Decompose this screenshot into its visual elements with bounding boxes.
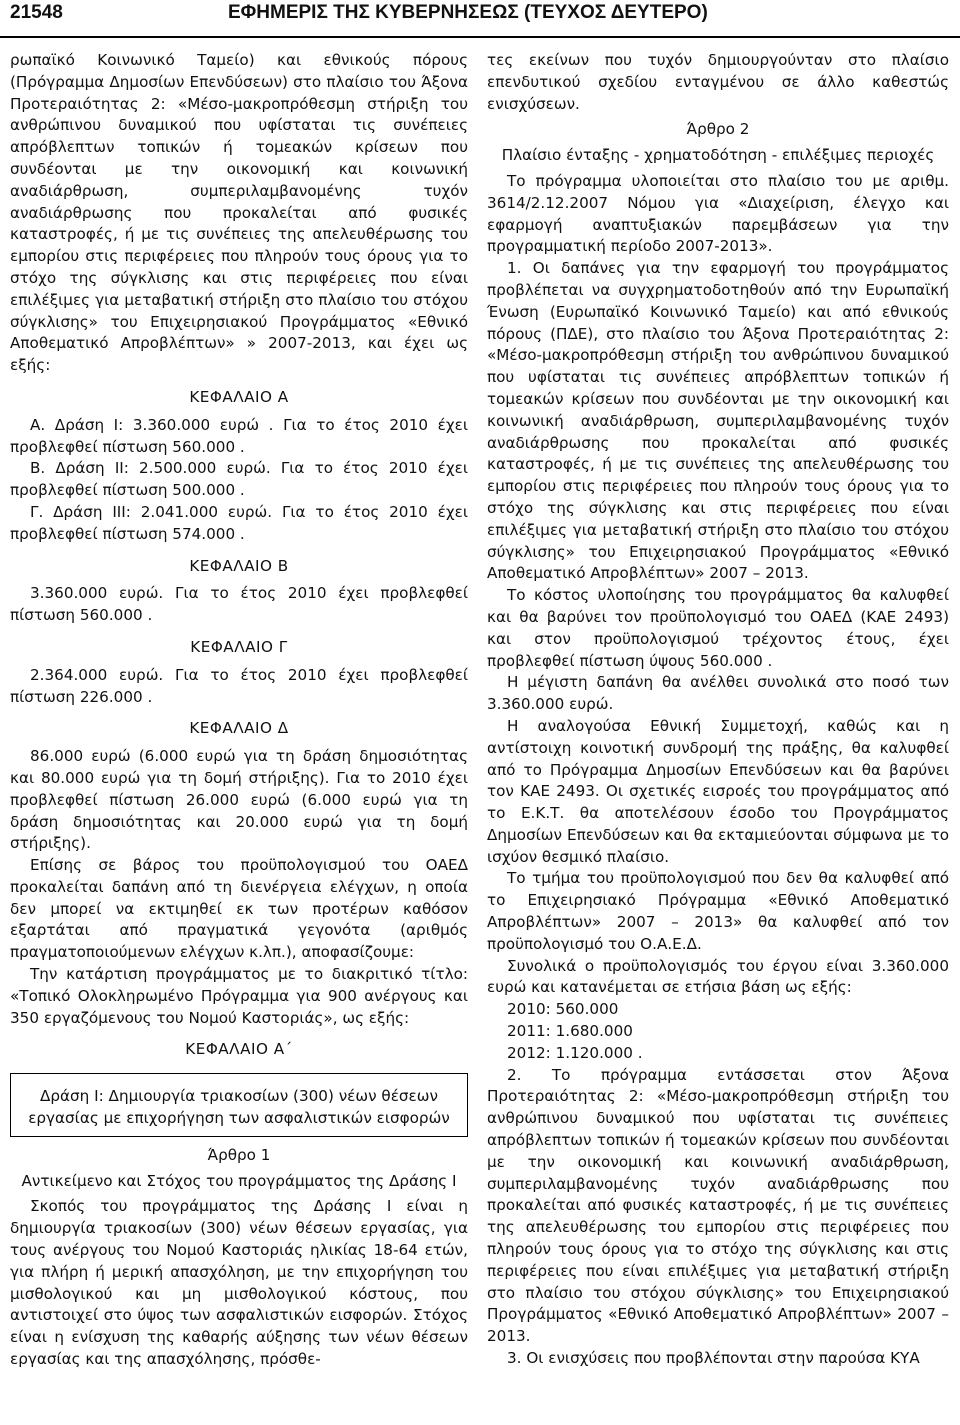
chapter-heading: ΚΕΦΑΛΑΙΟ Γ xyxy=(190,637,288,656)
paragraph: Την κατάρτιση προγράμματος με το διακριτικό τίτλο: «Τοπικό Ολοκληρωμένο Πρόγραμμα για 900 ανέργους και 350 εργαζόμενους του Νομού Καστοριάς», ως εξής: xyxy=(10,965,468,1027)
paragraph: 3. Οι ενισχύσεις που προβλέπονται στην παρούσα ΚΥΑ xyxy=(507,1349,920,1368)
paragraph: 2.364.000 ευρώ. Για το έτος 2010 έχει προβλεφθεί πίστωση 226.000 . xyxy=(10,665,468,706)
action-title: Δράση Ι: Δημιουργία τριακοσίων (300) νέων θέσεων εργασίας με επιχορήγηση των ασφαλιστικών εισφορών xyxy=(28,1087,450,1128)
paragraph: Α. Δράση Ι: 3.360.000 ευρώ . Για το έτος 2010 έχει προβλεφθεί πίστωση 560.000 . xyxy=(10,415,468,456)
paragraph: 1. Οι δαπάνες για την εφαρμογή του προγράμματος προβλέπεται να συγχρηματοδοτηθούν από την Ευρωπαϊκή Ένωση (Ευρωπαϊκό Κοινωνικό Ταμείο) και από εθνικούς πόρους (ΠΔΕ), στο πλαίσιο του Άξονα Προτεραιότητας 2: «Μέσο-μακροπρόθεσμη στήριξη του ανθρώπινου δυναμικού που υφίσταται τις συνέπειες απρόβλεπτων τοπικών ή τομεακών κρίσεων που συνδέονται με την οικονομική και κοινωνική αναδιάρθρωση, συμπεριλαμβανομένης τυχόν αναδιάρθρωσης που προκαλείται από φυσικές καταστροφές, ή με τις συνέπειες της απελευθέρωσης του εμπορίου στις περιφέρειες που πληρούν τους όρους για το στόχο της σύγκλισης και στις περιφέρειες που είναι επιλέξιμες για μεταβατική στήριξη στο πλαίσιο του στόχου σύγκλισης» του Επιχειρησιακού Προγράμματος «Εθνικό Αποθεματικό Απροβλέπτων» 2007 – 2013. xyxy=(487,259,949,583)
paragraph: Σκοπός του προγράμματος της Δράσης Ι είναι η δημιουργία τριακοσίων (300) νέων θέσεων εργασίας, για τους ανέργους του Νομού Καστοριάς ηλικίας 18-64 ετών, για πλήρη ή μερική απασχόληση, με την επιχορήγηση του μισθολογικού και μη μισθολογικού κόστους, που αντιστοιχεί στο ύψος των ασφαλιστικών εισφορών. Στόχος είναι η ενίσχυση της καθαρής αύξησης των νέων θέσεων εργασίας και της απασχόλησης, πρόσθε- xyxy=(10,1197,468,1369)
chapter-heading: ΚΕΦΑΛΑΙΟ Β xyxy=(189,556,289,575)
paragraph: ρωπαϊκό Κοινωνικό Ταμείο) και εθνικούς πόρους (Πρόγραμμα Δημοσίων Επενδύσεων) στο πλαίσιο του Άξονα Προτεραιότητας 2: «Μέσο-μακροπρόθεσμη στήριξη του ανθρώπινου δυναμικού που υφίσταται τις συνέπειες απρόβλεπτων τοπικών ή τομεακών κρίσεων που συνδέονται με την οικονομική και κοινωνική αναδιάρθρωση, συμπεριλαμβανομένης τυχόν αναδιάρθρωσης που προκαλείται από φυσικές καταστροφές, ή με τις συνέπειες της απελευθέρωσης του εμπορίου στις περιφέρειες που πληρούν τους όρους για το στόχο της σύγκλισης και στις περιφέρειες που είναι επιλέξιμες για μεταβατική στήριξη στο πλαίσιο του στόχου σύγκλισης» του Επιχειρησιακού Προγράμματος «Εθνικό Αποθεματικό Απροβλέπτων» » 2007-2013, και έχει ως εξής: xyxy=(10,51,468,375)
paragraph: Επίσης σε βάρος του προϋπολογισμού του ΟΑΕΔ προκαλείται δαπάνη από τη διενέργεια ελέγχων, η οποία δεν μπορεί να εκτιμηθεί εκ των προτέρων καθόσον εξαρτάται από πραγματικά γεγονότα (αριθμός πραγματοποιούμενων ελέγχων κ.λπ.), αποφασίζουμε: xyxy=(10,856,468,962)
paragraph: 2. Το πρόγραμμα εντάσσεται στον Άξονα Προτεραιότητας 2: «Μέσο-μακροπρόθεσμη στήριξη του ανθρώπινου δυναμικού που υφίσταται τις συνέπειες απρόβλεπτων τοπικών ή τομεακών κρίσεων που συνδέονται με την οικονομική και κοινωνική αναδιάρθρωση, συμπεριλαμβανομένης τυχόν αναδιάρθρωσης που προκαλείται από φυσικές καταστροφές, ή με τις συνέπειες της απελευθέρωσης του εμπορίου στις περιφέρειες που πληρούν τους όρους για το στόχο της σύγκλισης και στις περιφέρειες που είναι επιλέξιμες για μεταβατική στήριξη στο πλαίσιο του στόχου σύγκλισης» του Επιχειρησιακού Προγράμματος «Εθνικό Αποθεματικό Απροβλέπτων» 2007 – 2013. xyxy=(487,1065,949,1346)
paragraph: Το τμήμα του προϋπολογισμού που δεν θα καλυφθεί από το Επιχειρησιακό Πρόγραμμα «Εθνικό Αποθεματικό Απροβλέπτων» 2007 – 2013» θα καλυφθεί από τον προϋπολογισμό του Ο.Α.Ε.Δ. xyxy=(487,869,949,953)
chapter-heading: ΚΕΦΑΛΑΙΟ Α΄ xyxy=(185,1040,293,1059)
paragraph: 86.000 ευρώ (6.000 ευρώ για τη δράση δημοσιότητας και 80.000 ευρώ για τη δομή στήριξης). Για το 2010 έχει προβλεφθεί πίστωση 26.000 ευρώ (6.000 ευρώ για τη δράση δημοσιότητας και 20.000 ευρώ για τη δομή στήριξης). xyxy=(10,747,468,853)
left-column xyxy=(10,50,468,1371)
article-heading: Άρθρο 1 xyxy=(207,1145,271,1164)
chapter-heading: ΚΕΦΑΛΑΙΟ Δ xyxy=(189,719,289,738)
paragraph: Γ. Δράση ΙΙΙ: 2.041.000 ευρώ. Για το έτος 2010 έχει προβλεφθεί πίστωση 574.000 . xyxy=(10,502,468,543)
article-heading: Άρθρο 2 xyxy=(686,120,750,139)
paragraph: Η αναλογούσα Εθνική Συμμετοχή, καθώς και η αντίστοιχη κοινοτική συνδρομή της πράξης, θα καλυφθεί από το Πρόγραμμα Δημοσίων Επενδύσεων και θα βαρύνει τον ΚΑΕ 2493. Οι σχετικές εισροές του προγράμματος από το Ε.Κ.Τ. θα αποτελέσουν έσοδο του Προγράμματος Δημοσίων Επενδύσεων και θα εκταμιεύονται σύμφωνα με το ισχύον θεσμικό πλαίσιο. xyxy=(487,716,949,866)
budget-year-line: 2010: 560.000 xyxy=(507,1000,619,1019)
paragraph: τες εκείνων που τυχόν δημιουργούνταν στο πλαίσιο επενδυτικού σχεδίου ενταγμένου σε άλλο καθεστώς ενισχύσεων. xyxy=(487,51,949,113)
journal-title: ΕΦΗΜΕΡΙΣ ΤΗΣ ΚΥΒΕΡΝΗΣΕΩΣ (ΤΕΥΧΟΣ ΔΕΥΤΕΡΟ) xyxy=(228,2,708,23)
budget-year-line: 2012: 1.120.000 . xyxy=(507,1043,643,1062)
page-header xyxy=(0,0,960,38)
paragraph: 3.360.000 ευρώ. Για το έτος 2010 έχει προβλεφθεί πίστωση 560.000 . xyxy=(10,584,468,625)
paragraph: Συνολικά ο προϋπολογισμός του έργου είναι 3.360.000 ευρώ και κατανέμεται σε ετήσια βάση ως εξής: xyxy=(487,956,949,997)
action-title-box xyxy=(10,1073,468,1137)
right-column xyxy=(487,50,949,1370)
article-title: Πλαίσιο ένταξης - χρηματοδότηση - επιλέξιμες περιοχές xyxy=(501,146,935,165)
paragraph: Η μέγιστη δαπάνη θα ανέλθει συνολικά στο ποσό των 3.360.000 ευρώ. xyxy=(487,673,949,714)
chapter-heading: ΚΕΦΑΛΑΙΟ Α xyxy=(189,387,289,406)
paragraph: Β. Δράση ΙΙ: 2.500.000 ευρώ. Για το έτος 2010 έχει προβλεφθεί πίστωση 500.000 . xyxy=(10,459,468,500)
page-number: 21548 xyxy=(10,2,63,23)
paragraph: Το πρόγραμμα υλοποιείται στο πλαίσιο του με αριθμ. 3614/2.12.2007 Νόμου για «Διαχείριση, έλεγχο και εφαρμογή αναπτυξιακών παρεμβάσεων για την προγραμματική περίοδο 2007-2013». xyxy=(487,171,949,256)
paragraph: Το κόστος υλοποίησης του προγράμματος θα καλυφθεί και θα βαρύνει τον προϋπολογισμό του ΟΑΕΔ (ΚΑΕ 2493) και στον προϋπολογισμού τρέχοντος έτους, έχει προβλεφθεί πίστωση ύψους 560.000 . xyxy=(487,586,949,670)
article-title: Αντικείμενο και Στόχος του προγράμματος της Δράσης Ι xyxy=(21,1171,457,1190)
budget-year-line: 2011: 1.680.000 xyxy=(507,1022,633,1041)
